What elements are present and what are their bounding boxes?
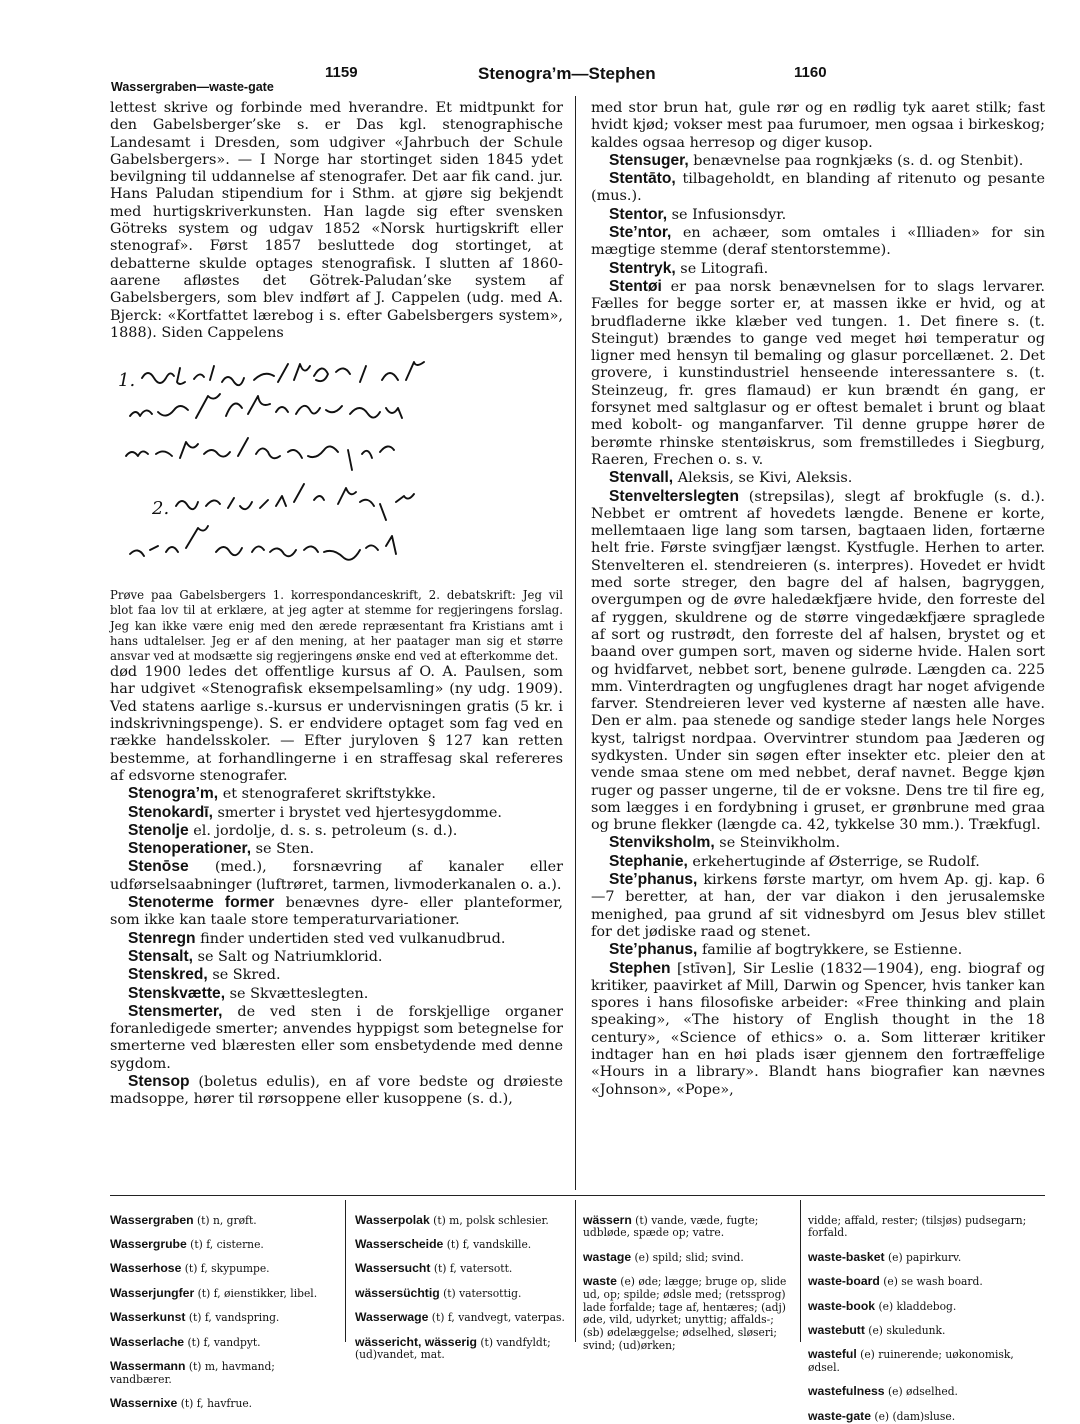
caption-body: Jeg vil blot faa lov til at erklære, at jeg agter at stemme for regjeringens forslag. Jeg kan ikke være enig med den ærede repræsentant fra Kristians amt i hans udtalelser. Jeg er af den mening, at her paatager man sig et større ansvar ved at modsætte sig regjeringens ønske end ved at efterkomme det. <box>110 588 563 663</box>
entry-definition: er paa norsk benævnelsen for to slags lervarer. Fælles for begge sorter er, at massen ikke er hvid, og at brudfladerne ikke klæber ved tungen. 1. Det finere s. (t. Steingut) brændes to gange ved meget høi temperatur og ligner med hensyn til bemaling og glasur porcellænet. 2. Det grovere, i kunstindustriel henseende interessantere s. (t. Steinzeug, fr. gres flamaud) er kun brændt én gang, er forsynet med saltglasur og er oftest bemalet i brunt og blaat med kobolt- og manganfarver. Til denne gruppe hører de berømte rhinske stentøiskrus, som fremstilledes i Siegburg, Raeren, Frechen o. s. v. <box>591 278 1045 468</box>
dictionary-entry <box>355 1238 565 1252</box>
dictionary-entry <box>591 170 1045 206</box>
entry-definition: (e) (dam)sluse. <box>871 1409 956 1423</box>
entry-headword: wässern <box>583 1212 632 1227</box>
entry-definition: smerter i brystet ved hjertesygdomme. <box>212 804 502 821</box>
footer-column-2 <box>355 1203 565 1362</box>
entry-definition: (t) n, grøft. <box>193 1213 257 1227</box>
dictionary-entry <box>110 840 563 858</box>
entry-headword: Wasserlache <box>110 1334 185 1349</box>
dictionary-entry <box>591 834 1045 852</box>
entry-headword: Wasserjungfer <box>110 1285 195 1300</box>
dictionary-entry <box>110 894 563 930</box>
entry-definition: se Steinvikholm. <box>714 835 841 852</box>
entry-definition: se Litografi. <box>675 260 769 277</box>
entry-headword: Stentøi <box>609 277 662 295</box>
entry-definition: (e) papirkurv. <box>884 1250 962 1264</box>
entry-definition: kirkens første martyr, om hvem Ap. gj. kap. 6—7 beretter, at han, der var diakon i den jerusalemske menighed, paa grund af sit vidnesbyrd om Jesus blev stillet for det jødiske raad og stenet. <box>591 872 1045 940</box>
entry-headword: Wasserkunst <box>110 1310 186 1325</box>
dictionary-entry <box>808 1324 1045 1338</box>
entry-headword: Stenskred, <box>128 966 208 984</box>
entry-headword: Wassernixe <box>110 1396 178 1411</box>
dictionary-entry <box>591 206 1045 224</box>
entry-headword: Stensuger, <box>609 151 689 169</box>
dictionary-entry <box>591 224 1045 260</box>
guide-words: Wassergraben—waste-gate <box>111 80 274 94</box>
entry-definition: (e) ødselhed. <box>884 1385 958 1399</box>
dictionary-entry <box>110 785 563 803</box>
entry-headword: Stenolje <box>128 821 189 839</box>
entry-headword: Stentryk, <box>609 259 676 277</box>
entry-definition: se Sten. <box>251 841 315 858</box>
dictionary-entry <box>110 804 563 822</box>
dictionary-entry <box>110 1360 333 1386</box>
entry-headword: Stenogra’m, <box>128 785 219 803</box>
entry-definition: (med.), forsnævring af kanaler eller udførselsaabninger (luftrøret, tarmen, livmoderkanalen o. a.). <box>110 859 563 893</box>
entry-definition: benævnelse paa rognkjæks (s. d. og Stenbit). <box>688 152 1024 169</box>
entry-definition: (t) f, øienstikker, libel. <box>194 1286 318 1300</box>
dictionary-entry <box>808 1300 1045 1314</box>
caption-title: Prøve paa Gabelsbergers 1. korrespondanceskrift, 2. debatskrift: <box>110 588 516 603</box>
entry-definition: (t) vatersottig. <box>439 1286 522 1300</box>
dictionary-entry <box>591 941 1045 959</box>
entry-definition: se Salt og Natriumklorid. <box>193 948 383 965</box>
dictionary-entry <box>591 260 1045 278</box>
footer-divider-1 <box>345 1200 346 1342</box>
entry-definition: (t) f, skypumpe. <box>181 1262 270 1276</box>
entry-definition: Aleksis, se Kivi, Aleksis. <box>673 470 853 487</box>
dictionary-entry <box>110 1073 563 1109</box>
entry-headword: Stenoterme former <box>128 894 275 912</box>
footer-column-4 <box>808 1203 1045 1423</box>
entry-definition: familie af bogtrykkere, se Estienne. <box>697 942 963 959</box>
footer-divider-2 <box>575 1200 576 1342</box>
dictionary-entry <box>591 488 1045 835</box>
dictionary-entry <box>591 960 1045 1099</box>
entry-headword: Wassergraben <box>110 1212 194 1227</box>
entry-definition: (t) vandfyldt; (ud)vandet, mat. <box>355 1335 551 1362</box>
entry-headword: Wassersucht <box>355 1261 431 1276</box>
dictionary-entry <box>583 1214 793 1240</box>
entry-headword: Stensalt, <box>128 947 193 965</box>
entry-definition: (e) skuledunk. <box>864 1323 946 1337</box>
entry-headword: waste-gate <box>808 1408 871 1423</box>
entry-headword: Stenokardī, <box>128 803 213 821</box>
dictionary-entry <box>591 871 1045 941</box>
dictionary-entry <box>110 930 563 948</box>
dictionary-entry <box>808 1214 1045 1240</box>
dictionary-entry <box>110 1336 333 1350</box>
dictionary-entry <box>110 822 563 840</box>
dictionary-entry <box>110 1238 333 1252</box>
dictionary-entry <box>110 1003 563 1073</box>
entry-headword: Stensop <box>128 1073 190 1090</box>
dictionary-entry <box>355 1214 565 1228</box>
entry-definition: (t) vande, væde, fugte; udbløde, spæde op; vatre. <box>583 1213 759 1240</box>
dictionary-entry <box>110 1287 333 1301</box>
entry-definition: (t) f, vatersott. <box>430 1262 513 1276</box>
entry-headword: waste-book <box>808 1298 876 1313</box>
column-divider <box>575 96 576 1190</box>
figure-label-1: 1. <box>118 370 136 392</box>
left-column <box>110 100 563 1190</box>
dictionary-entry <box>591 469 1045 487</box>
entry-headword: wasteful <box>808 1347 857 1362</box>
entry-definition: (e) se wash board. <box>879 1275 983 1289</box>
entry-headword: wastebutt <box>808 1322 865 1337</box>
entry-headword: Wasserwage <box>355 1310 429 1325</box>
dictionary-entry <box>355 1262 565 1276</box>
entry-definition: (strepsilas), slegt af brokfugle (s. d.). Nebbet er omtrent af hovedets længde. Benene er korte, mellemtaaen lige lang som tarsen, bagtaaen liden, fortærne helt frie. Første svingfjær længst. Kystfugle. Herhen to arter. Stenvelteren el. stendreieren (s. interpres). Hovedet er hvidt med sorte streger, den bagre del af halsen, bagryggen, overgumpen og de øvre haledækfjære hvide, den forreste del af ryggen, skuldrene og de større vingedækfjære spraglede af sort og rustrødt, den forreste del af halsen, brystet og et baand over gumpen sort, maven og siderne hvide. Halen sort og hvidfarvet, nebbet sort, benene gulrøde. Længden ca. 225 mm. Vinterdragten og ungfuglenes dragt har noget afvigende farver. Stendreieren lever ved kysterne af næsten alle have. Den er alm. paa stenede og sandige steder langs hele Norges kyst, talrigst nordpaa. Overvintrer stundom paa Jæderen og sydkysten. Under sin søgen efter insekter etc. pleier den at vende smaa stene om med nebbet, deraf navnet. Begge kjøn ruger og passer ungerne, til de er voksne. Dens tre til fire eg, som lægges i en fordybning i gruset, er grønbrune med graa og brune flekker (længde ca. 42, tykkelse 30 mm.). Trækfugl. <box>591 488 1045 834</box>
entry-definition: tilbageholdt, en blanding af ritenuto og pesante (mus.). <box>591 171 1045 205</box>
entry-definition: (t) f, vandspring. <box>185 1311 280 1325</box>
entry-definition: (e) øde; lægge; bruge op, slide ud, op; spilde; ødsle med; (retssprog) lade forfalde; tage af, hentæres; (adj) øde, vild, udyrket; unyttig; affalds-; (sb) ødelæggelse; ødselhed, sløseri; svind; (ud)ørken; <box>583 1275 787 1352</box>
dictionary-entry <box>110 858 563 894</box>
entry-definition: se Skred. <box>207 967 281 984</box>
entry-headword: Stenvelterslegten <box>609 487 739 505</box>
dictionary-entry <box>583 1251 793 1265</box>
entry-definition: (t) m, havmand; vandbærer. <box>110 1360 275 1386</box>
entry-definition: erkehertuginde af Østerrige, se Rudolf. <box>687 853 980 870</box>
dictionary-entry <box>110 1214 333 1228</box>
continuation-paragraph: død 1900 ledes det offentlige kursus af O. A. Paulsen, som har udgivet «Stenografisk eksempelsamling» (ny udg. 1909). Ved statens aarlige s.-kursus er undervisningen gratis (5 kr. i indskrivningspenge). S. er endvidere optaget som fag ved en række handelsskoler. — Efter juryloven § 127 kan retten bestemme, at forhandlingerne i en straffesag skal refereres af edsvorne stenografer. <box>110 664 563 784</box>
entry-headword: Stensmerter, <box>128 1002 223 1020</box>
entry-headword: Stenvall, <box>609 469 674 487</box>
dictionary-entry <box>110 1311 333 1325</box>
dictionary-entry <box>808 1275 1045 1289</box>
running-title: Stenogra’m—Stephen <box>478 64 656 83</box>
entry-definition: finder undertiden sted ved vulkanudbrud. <box>195 930 506 947</box>
entry-definition: (t) f, vandvegt, vaterpas. <box>428 1311 565 1325</box>
dictionary-entry <box>591 278 1045 469</box>
dictionary-entry <box>583 1275 793 1352</box>
footer-divider-3 <box>800 1200 801 1342</box>
entry-headword: waste-board <box>808 1274 880 1289</box>
entry-headword: Ste’phanus, <box>609 941 698 959</box>
entry-definition: (t) f, vandskille. <box>443 1238 532 1252</box>
shorthand-sample-figure <box>110 346 563 582</box>
entry-definition: (t) f, havfrue. <box>177 1397 253 1411</box>
dictionary-entry <box>591 853 1045 871</box>
entry-headword: Ste’ntor, <box>609 224 672 242</box>
dictionary-entry <box>808 1385 1045 1399</box>
left-entries <box>110 785 563 1108</box>
entry-definition: (t) f, cisterne. <box>186 1238 264 1252</box>
right-column <box>591 100 1045 1190</box>
entry-headword: Stenskvætte, <box>128 984 226 1002</box>
figure-caption <box>110 588 563 664</box>
footer-column-1 <box>110 1203 333 1411</box>
dictionary-entry <box>355 1287 565 1301</box>
dictionary-entry <box>355 1336 565 1362</box>
entry-definition: (e) ruinerende; uøkonomisk, ødsel. <box>808 1348 1014 1375</box>
entry-headword: Wasserscheide <box>355 1237 444 1252</box>
entry-headword: wastage <box>583 1249 632 1264</box>
entry-definition: se Skvætteslegten. <box>225 985 369 1002</box>
entry-definition: de ved sten i de forskjellige organer foranledigede smerter; anvendes hyppigst som betegnelse for smerterne ved blæresten eller som ensbetydende med denne sygdom. <box>110 1003 563 1072</box>
dictionary-entry <box>808 1410 1045 1424</box>
dictionary-entry <box>110 985 563 1003</box>
dictionary-entry <box>808 1251 1045 1265</box>
dictionary-entry <box>110 1397 333 1411</box>
intro-paragraph: lettest skrive og forbinde med hverandre. Et midtpunkt for den Gabelsberger’ske s. er Das kgl. stenographische Landesamt i Dresden, som udgiver «Jahrbuch der Schule Gabelsbergers». — I Norge har stortinget siden 1845 ydet bevilgning til uddannelse af stenografer. Det aar fik cand. jur. Hans Paludan stipendium for i Sthm. at gjøre sig bekjendt med hurtigskriverkunsten. Han lagde sig efter svensken Götreks system og udgav 1852 «Norsk hurtigskrift eller stenograf». Først 1857 besluttede dog stortinget, at debatterne skulde optages stenografisk. I slutten af 1860-aarene afløstes det Götrek-Paludan’ske system af Gabelsbergers, som blev indført af J. Cappelen (udg. med A. Bjerck: «Kortfattet lærebog i s. efter Gabelsbergers system», 1888). Siden Cappelens <box>110 100 563 341</box>
footer-rule <box>110 1195 1045 1196</box>
entry-headword: waste-basket <box>808 1249 885 1264</box>
entry-definition: en achæer, som omtales i «Illiaden» for sin mægtige stemme (deraf stentorstemme). <box>591 225 1045 259</box>
entry-definition: (e) spild; slid; svind. <box>631 1250 744 1264</box>
entry-definition: (t) f, vandpyt. <box>184 1335 261 1349</box>
entry-headword: Stephen <box>609 959 671 977</box>
entry-definition: benævnes dyre- eller planteformer, som ikke kan taale store temperaturvariationer. <box>110 895 564 929</box>
dictionary-entry <box>355 1311 565 1325</box>
entry-headword: Stenoperationer, <box>128 840 252 858</box>
entry-headword: Wasserpolak <box>355 1212 430 1227</box>
entry-headword: wastefulness <box>808 1384 885 1399</box>
dictionary-entry <box>808 1348 1045 1374</box>
entry-definition: et stenograferet skriftstykke. <box>218 786 436 803</box>
footer-column-3 <box>583 1203 793 1353</box>
entry-headword: wässericht, wässerig <box>355 1334 477 1349</box>
entry-headword: Stenōse <box>128 858 189 876</box>
page-number-left: 1159 <box>325 64 358 81</box>
entry-headword: waste <box>583 1274 617 1289</box>
entry-headword: Ste’phanus, <box>609 871 698 889</box>
right-entries <box>591 152 1045 1099</box>
entry-headword: Stentor, <box>609 205 668 223</box>
figure-label-2: 2. <box>152 498 170 520</box>
entry-headword: Stenregn <box>128 929 196 947</box>
dictionary-entry <box>591 152 1045 170</box>
entry-definition: (t) m, polsk schlesier. <box>429 1213 549 1227</box>
entry-headword: Wassermann <box>110 1359 186 1374</box>
dictionary-entry <box>110 1262 333 1276</box>
entry-definition: (e) kladdebog. <box>875 1299 957 1313</box>
entry-definition: vidde; affald, rester; (tilsjøs) pudsegarn; forfald. <box>808 1213 1027 1240</box>
continuation-paragraph-right: med stor brun hat, gule rør og en rødlig tyk aaret stilk; fast hvidt kjød; vokser mest paa furumoer, men ogsaa i birkeskog; kaldes ogsaa herresop og diger kusop. <box>591 100 1045 151</box>
entry-definition: se Infusionsdyr. <box>667 206 787 223</box>
entry-definition: [stīvən], Sir Leslie (1832—1904), eng. biograf og kritiker, paavirket af Mill, Darwin og Spencer, hvis tanker kan spores i hans filosofiske arbeider: «Free thinking and plain speaking», «The history of English thought in the 18 century», «Science of ethics» o. a. Som litterær kritiker indtager han en høi plads især gjennem den fortræffelige «Hours in a library». Blandt hans biografier kan nævnes «Johnson», «Pope», <box>591 960 1045 1098</box>
dictionary-entry <box>110 948 563 966</box>
entry-headword: Stephanie, <box>609 852 688 870</box>
entry-definition: el. jordolje, d. s. s. petroleum (s. d.). <box>188 822 458 839</box>
dictionary-entry <box>110 966 563 984</box>
entry-headword: Stentāto, <box>609 170 676 188</box>
entry-headword: Wassergrube <box>110 1237 187 1252</box>
entry-definition: (boletus edulis), en af vore bedste og drøieste madsoppe, hører til rørsoppene eller kusoppene (s. d.), <box>110 1074 563 1108</box>
entry-headword: Stenviksholm, <box>609 834 715 852</box>
entry-headword: Wasserhose <box>110 1261 182 1276</box>
page-number-right: 1160 <box>794 64 827 81</box>
entry-headword: wässersüchtig <box>355 1285 440 1300</box>
